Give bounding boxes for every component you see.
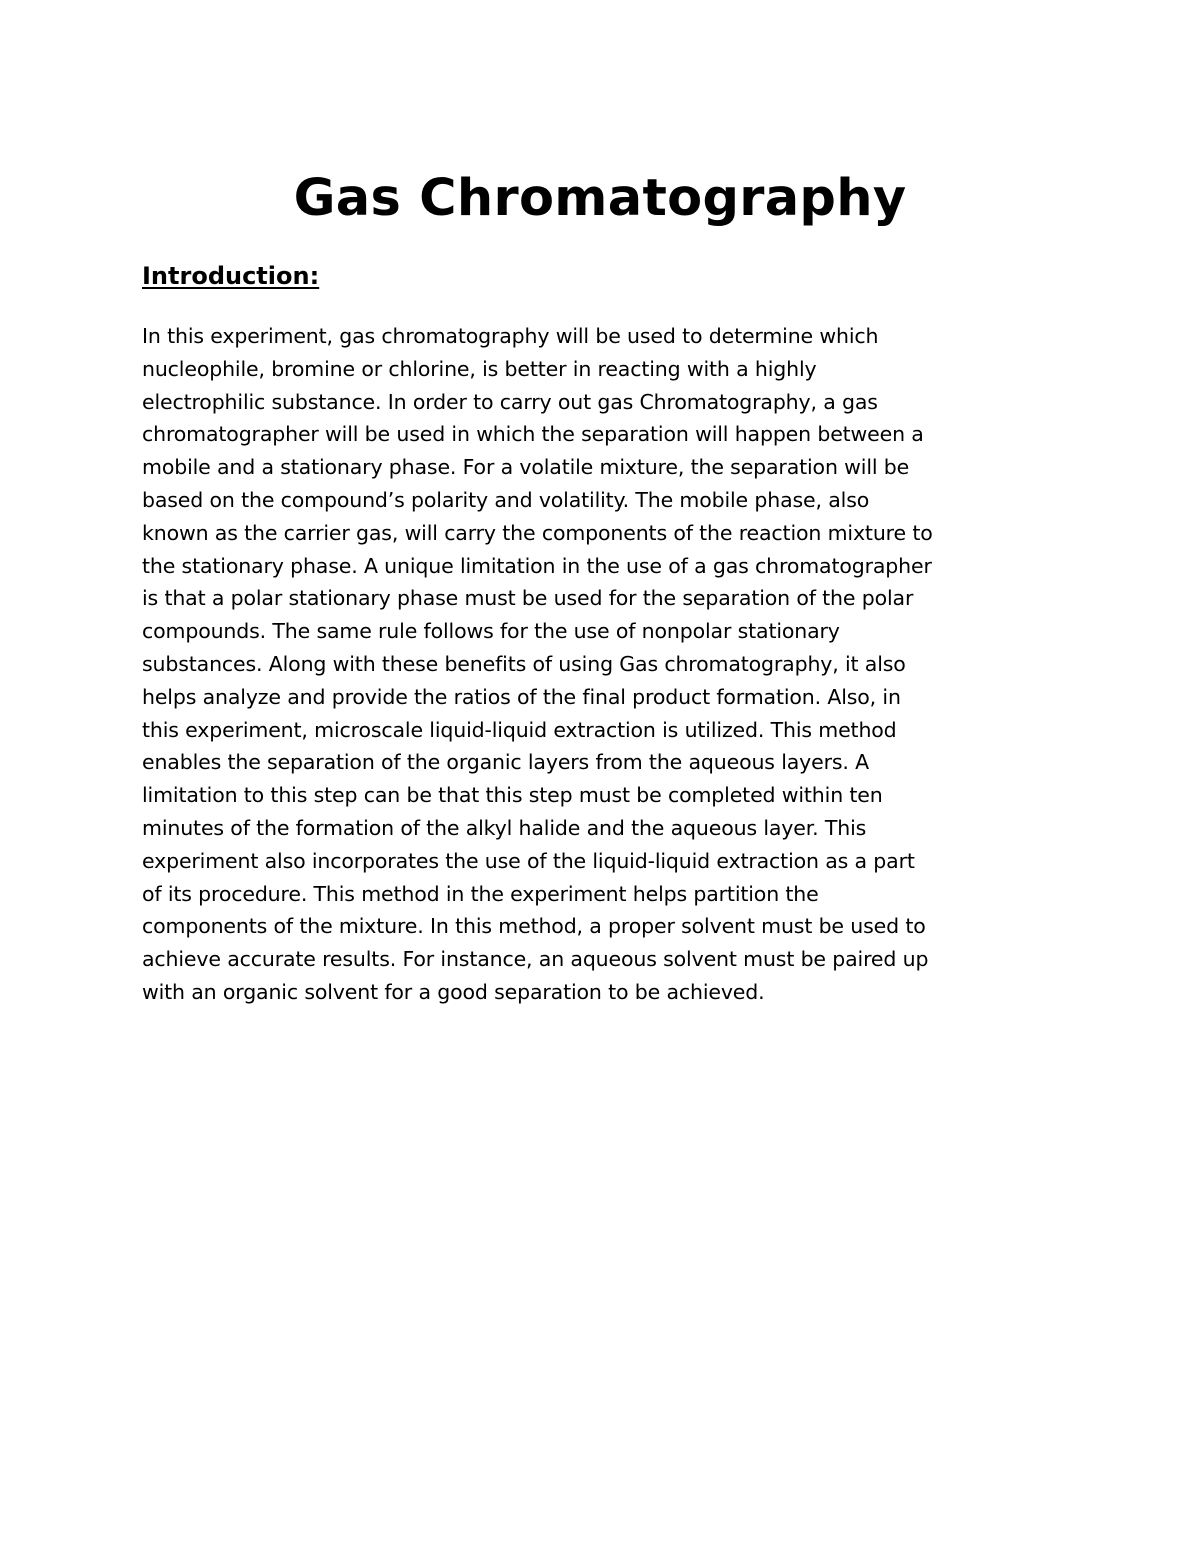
paragraph-line: with an organic solvent for a good separation to be achieved. [142, 979, 765, 1004]
paragraph-line: compounds. The same rule follows for the use of nonpolar stationary [142, 619, 840, 644]
paragraph-line: limitation to this step can be that this step must be completed within ten [142, 783, 883, 808]
paragraph-line: chromatographer will be used in which the separation will happen between a [142, 422, 924, 447]
paragraph-line: of its procedure. This method in the experiment helps partition the [142, 881, 819, 906]
section-heading-introduction: Introduction: [142, 262, 320, 290]
paragraph-line: the stationary phase. A unique limitation in the use of a gas chromatographer [142, 553, 932, 578]
paragraph-line: helps analyze and provide the ratios of the final product formation. Also, in [142, 684, 901, 709]
paragraph-line: In this experiment, gas chromatography will be used to determine which [142, 324, 879, 348]
paragraph-line: enables the separation of the organic layers from the aqueous layers. A [142, 750, 870, 775]
paragraph-line: minutes of the formation of the alkyl halide and the aqueous layer. This [142, 815, 867, 840]
paragraph-line: known as the carrier gas, will carry the components of the reaction mixture to [142, 520, 933, 545]
paragraph-line: based on the compound’s polarity and volatility. The mobile phase, also [142, 487, 870, 512]
paragraph-line: substances. Along with these benefits of using Gas chromatography, it also [142, 651, 906, 676]
paragraph-line: achieve accurate results. For instance, an aqueous solvent must be paired up [142, 947, 929, 972]
paragraph-line: nucleophile, bromine or chlorine, is better in reacting with a highly [142, 356, 817, 381]
paragraph-line: this experiment, microscale liquid-liquid extraction is utilized. This method [142, 717, 897, 742]
page-title: Gas Chromatography [293, 169, 907, 228]
paragraph-line: electrophilic substance. In order to carry out gas Chromatography, a gas [142, 389, 878, 414]
introduction-paragraph [142, 320, 1072, 1009]
paragraph-line: is that a polar stationary phase must be used for the separation of the polar [142, 586, 914, 611]
paragraph-line: experiment also incorporates the use of the liquid-liquid extraction as a part [142, 848, 915, 873]
paragraph-line: components of the mixture. In this method, a proper solvent must be used to [142, 914, 926, 939]
paragraph-line: mobile and a stationary phase. For a volatile mixture, the separation will be [142, 455, 910, 480]
